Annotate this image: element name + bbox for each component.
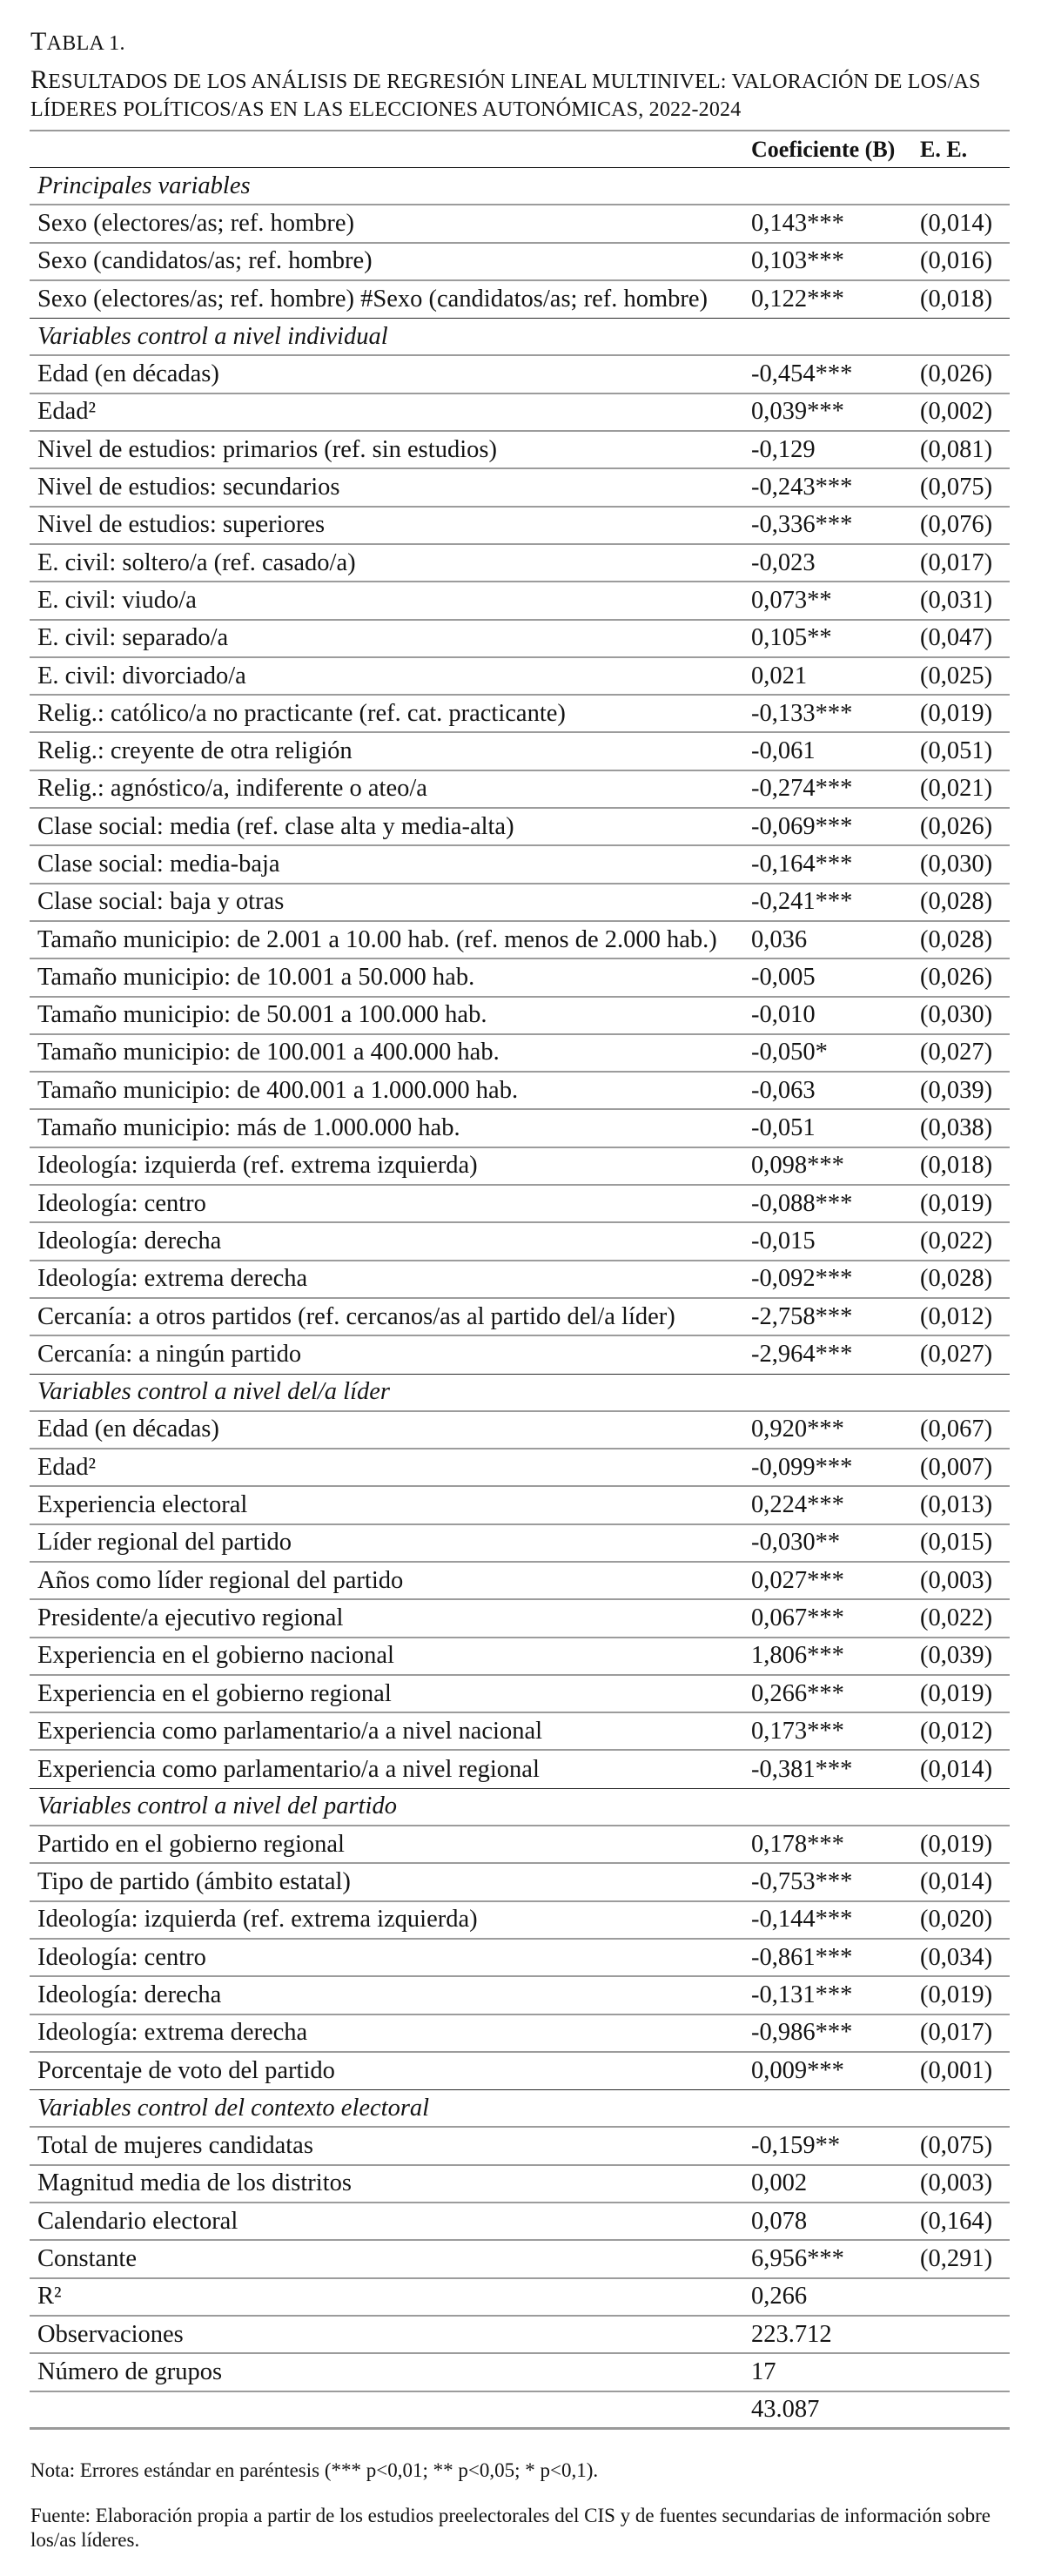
coefficient-cell: -0,092*** [751, 1265, 853, 1293]
variable-cell: Variables control del contexto electoral [37, 2094, 430, 2122]
variable-cell: E. civil: separado/a [37, 624, 229, 652]
table-row [30, 432, 1010, 469]
variable-cell: Número de grupos [37, 2357, 223, 2385]
variable-cell: Sexo (candidatos/as; ref. hombre) [37, 247, 373, 275]
table-row [30, 1826, 1010, 1864]
table-row [30, 244, 1010, 281]
standard-error-cell: (0,019) [920, 699, 993, 727]
table-row [30, 1148, 1010, 1186]
variable-cell: Variables control a nivel del/a líder [37, 1378, 391, 1406]
standard-error-cell: (0,017) [920, 2019, 993, 2047]
standard-error-cell: (0,034) [920, 1943, 993, 1971]
coefficient-cell: -0,050* [751, 1039, 828, 1066]
standard-error-cell: (0,014) [920, 209, 993, 237]
table-title-line-2: LÍDERES POLÍTICOS/AS EN LAS ELECCIONES AUTONÓMICAS, 2022-2024 [30, 98, 742, 121]
table-row [30, 1525, 1010, 1563]
coefficient-cell: -0,753*** [751, 1868, 853, 1895]
variable-cell: Ideología: izquierda (ref. extrema izquierda) [37, 1152, 478, 1180]
standard-error-cell: (0,003) [920, 1566, 993, 1594]
table-number: TABLA 1. [30, 27, 125, 56]
standard-error-cell: (0,051) [920, 737, 993, 765]
variable-cell: Tamaño municipio: de 400.001 a 1.000.000 hab. [37, 1076, 519, 1104]
section-header-row [30, 168, 1010, 205]
variable-cell: Nivel de estudios: secundarios [37, 474, 340, 501]
table-caption [30, 22, 1014, 125]
standard-error-cell: (0,028) [920, 888, 993, 916]
coefficient-cell: -0,069*** [751, 812, 853, 840]
table-row [30, 1336, 1010, 1374]
table-row [30, 884, 1010, 922]
standard-error-cell: (0,019) [920, 1679, 993, 1707]
coefficient-cell: 0,009*** [751, 2056, 844, 2084]
standard-error-cell: (0,016) [920, 247, 993, 275]
table-note: Nota: Errores estándar en paréntesis (*** p<0,01; ** p<0,05; * p<0,1). [30, 2459, 599, 2481]
header-standard-error: E. E. [920, 136, 968, 162]
coefficient-cell: -0,241*** [751, 888, 853, 916]
coefficient-cell: 223.712 [751, 2320, 832, 2348]
variable-cell: Ideología: centro [37, 1189, 206, 1217]
standard-error-cell: (0,013) [920, 1491, 993, 1519]
variable-cell: Años como líder regional del partido [37, 1566, 404, 1594]
variable-cell: Relig.: católico/a no practicante (ref. cat. practicante) [37, 699, 566, 727]
variable-cell: Experiencia electoral [37, 1491, 248, 1519]
variable-cell: Relig.: agnóstico/a, indiferente o ateo/a [37, 775, 427, 803]
standard-error-cell: (0,164) [920, 2207, 993, 2235]
coefficient-cell: 17 [751, 2357, 776, 2385]
standard-error-cell: (0,026) [920, 360, 993, 388]
standard-error-cell: (0,076) [920, 511, 993, 539]
variable-cell: Líder regional del partido [37, 1529, 292, 1557]
variable-cell: R² [37, 2283, 62, 2310]
coefficient-cell: 0,027*** [751, 1566, 844, 1594]
table-row [30, 2354, 1010, 2391]
table-row [30, 2128, 1010, 2165]
variable-cell: Tamaño municipio: de 50.001 a 100.000 hab. [37, 1001, 487, 1029]
coefficient-cell: 0,920*** [751, 1416, 844, 1443]
standard-error-cell: (0,003) [920, 2169, 993, 2197]
table-row [30, 696, 1010, 733]
table-row [30, 771, 1010, 809]
variable-cell: E. civil: soltero/a (ref. casado/a) [37, 548, 356, 576]
coefficient-cell: 0,067*** [751, 1604, 844, 1631]
coefficient-cell: 43.087 [751, 2395, 820, 2423]
table-row [30, 1223, 1010, 1261]
coefficient-cell: -0,159** [751, 2132, 841, 2160]
variable-cell: Ideología: extrema derecha [37, 2019, 308, 2047]
table-row [30, 1186, 1010, 1223]
coefficient-cell: 0,178*** [751, 1830, 844, 1858]
standard-error-cell: (0,019) [920, 1830, 993, 1858]
standard-error-cell: (0,022) [920, 1604, 993, 1631]
standard-error-cell: (0,018) [920, 286, 993, 313]
regression-table [30, 130, 1010, 2430]
coefficient-cell: -0,454*** [751, 360, 853, 388]
coefficient-cell: 0,078 [751, 2207, 808, 2235]
coefficient-cell: 0,224*** [751, 1491, 844, 1519]
coefficient-cell: -0,088*** [751, 1189, 853, 1217]
table-row [30, 2203, 1010, 2241]
table-row [30, 1261, 1010, 1299]
standard-error-cell: (0,291) [920, 2244, 993, 2272]
table-row [30, 394, 1010, 432]
table-row [30, 621, 1010, 658]
coefficient-cell: -0,129 [751, 435, 816, 463]
table-row [30, 2015, 1010, 2053]
variable-cell: Nivel de estudios: superiores [37, 511, 326, 539]
coefficient-cell: 0,021 [751, 662, 808, 689]
variable-cell: Calendario electoral [37, 2207, 238, 2235]
standard-error-cell: (0,014) [920, 1868, 993, 1895]
coefficient-cell: 0,103*** [751, 247, 844, 275]
table-header-row [30, 131, 1010, 168]
variable-cell: Nivel de estudios: primarios (ref. sin estudios) [37, 435, 497, 463]
coefficient-cell: -0,336*** [751, 511, 853, 539]
table-row [30, 1713, 1010, 1751]
table-row [30, 1902, 1010, 1940]
standard-error-cell: (0,020) [920, 1906, 993, 1934]
coefficient-cell: -0,051 [751, 1114, 816, 1142]
coefficient-cell: -2,964*** [751, 1341, 853, 1369]
coefficient-cell: 0,073** [751, 586, 832, 614]
variable-cell: E. civil: viudo/a [37, 586, 197, 614]
standard-error-cell: (0,012) [920, 1302, 993, 1330]
standard-error-cell: (0,014) [920, 1755, 993, 1783]
variable-cell: Porcentaje de voto del partido [37, 2056, 335, 2084]
standard-error-cell: (0,047) [920, 624, 993, 652]
table-row [30, 658, 1010, 696]
table-row [30, 205, 1010, 243]
variable-cell: Edad² [37, 398, 97, 426]
coefficient-cell: 0,036 [751, 925, 808, 953]
table-row [30, 1412, 1010, 1449]
table-source: Fuente: Elaboración propia a partir de los estudios preelectorales del CIS y de fuentes secundarias de información sobre los/as líderes. [30, 2505, 991, 2551]
variable-cell: Experiencia en el gobierno regional [37, 1679, 392, 1707]
coefficient-cell: -0,015 [751, 1227, 816, 1254]
table-row [30, 2241, 1010, 2278]
standard-error-cell: (0,025) [920, 662, 993, 689]
coefficient-cell: -0,133*** [751, 699, 853, 727]
variable-cell: Sexo (electores/as; ref. hombre) #Sexo (candidatos/as; ref. hombre) [37, 286, 709, 313]
coefficient-cell: -0,030** [751, 1529, 841, 1557]
table-row [30, 1864, 1010, 1901]
table-row [30, 1449, 1010, 1487]
variable-cell: Sexo (electores/as; ref. hombre) [37, 209, 355, 237]
standard-error-cell: (0,027) [920, 1039, 993, 1066]
table-body [30, 168, 1010, 2430]
standard-error-cell: (0,022) [920, 1227, 993, 1254]
standard-error-cell: (0,019) [920, 1981, 993, 2008]
standard-error-cell: (0,012) [920, 1717, 993, 1745]
section-header-row [30, 1789, 1010, 1826]
variable-cell: Observaciones [37, 2320, 184, 2348]
standard-error-cell: (0,030) [920, 850, 993, 878]
coefficient-cell: -0,243*** [751, 474, 853, 501]
standard-error-cell: (0,039) [920, 1642, 993, 1670]
coefficient-cell: -0,063 [751, 1076, 816, 1104]
variable-cell: Experiencia como parlamentario/a a nivel regional [37, 1755, 540, 1783]
coefficient-cell: 0,143*** [751, 209, 844, 237]
variable-cell: Ideología: derecha [37, 1981, 222, 2008]
table-row [30, 998, 1010, 1035]
variable-cell: Clase social: baja y otras [37, 888, 285, 916]
variable-cell: Variables control a nivel del partido [37, 1792, 397, 1820]
standard-error-cell: (0,075) [920, 2132, 993, 2160]
coefficient-cell: -0,131*** [751, 1981, 853, 2008]
variable-cell: Ideología: extrema derecha [37, 1265, 308, 1293]
variable-cell: Ideología: izquierda (ref. extrema izquierda) [37, 1906, 478, 1934]
variable-cell: Tamaño municipio: de 100.001 a 400.000 hab. [37, 1039, 500, 1066]
variable-cell: E. civil: divorciado/a [37, 662, 246, 689]
variable-cell: Constante [37, 2244, 137, 2272]
variable-cell: Experiencia en el gobierno nacional [37, 1642, 394, 1670]
variable-cell: Total de mujeres candidatas [37, 2132, 313, 2160]
standard-error-cell: (0,081) [920, 435, 993, 463]
variable-cell: Edad (en décadas) [37, 1416, 219, 1443]
coefficient-cell: -0,061 [751, 737, 816, 765]
standard-error-cell: (0,038) [920, 1114, 993, 1142]
variable-cell: Tipo de partido (ámbito estatal) [37, 1868, 351, 1895]
table-row [30, 809, 1010, 846]
variable-cell: Relig.: creyente de otra religión [37, 737, 353, 765]
table-row [30, 1600, 1010, 1638]
variable-cell: Cercanía: a otros partidos (ref. cercanos/as al partido del/a líder) [37, 1302, 675, 1330]
variable-cell: Tamaño municipio: de 10.001 a 50.000 hab. [37, 963, 475, 991]
variable-cell: Ideología: centro [37, 1943, 206, 1971]
standard-error-cell: (0,017) [920, 548, 993, 576]
table-row [30, 846, 1010, 884]
table-row [30, 1563, 1010, 1600]
variable-cell: Edad (en décadas) [37, 360, 219, 388]
table-row [30, 1940, 1010, 1977]
coefficient-cell: 0,266 [751, 2283, 808, 2310]
coefficient-cell: 0,002 [751, 2169, 808, 2197]
coefficient-cell: -0,144*** [751, 1906, 853, 1934]
coefficient-cell: 0,266*** [751, 1679, 844, 1707]
coefficient-cell: 0,173*** [751, 1717, 844, 1745]
coefficient-cell: 6,956*** [751, 2244, 844, 2272]
table-row [30, 922, 1010, 959]
table-row [30, 545, 1010, 582]
coefficient-cell: 0,098*** [751, 1152, 844, 1180]
variable-cell: Tamaño municipio: más de 1.000.000 hab. [37, 1114, 460, 1142]
coefficient-cell: -0,010 [751, 1001, 816, 1029]
coefficient-cell: -2,758*** [751, 1302, 853, 1330]
standard-error-cell: (0,001) [920, 2056, 993, 2084]
coefficient-cell: -0,099*** [751, 1453, 853, 1481]
standard-error-cell: (0,039) [920, 1076, 993, 1104]
standard-error-cell: (0,030) [920, 1001, 993, 1029]
standard-error-cell: (0,026) [920, 963, 993, 991]
coefficient-cell: 0,039*** [751, 398, 844, 426]
variable-cell: Principales variables [37, 172, 251, 199]
table-row [30, 469, 1010, 507]
variable-cell: Ideología: derecha [37, 1227, 222, 1254]
variable-cell: Presidente/a ejecutivo regional [37, 1604, 344, 1631]
variable-cell: Edad² [37, 1453, 97, 1481]
table-row [30, 1487, 1010, 1524]
coefficient-cell: 0,105** [751, 624, 832, 652]
standard-error-cell: (0,021) [920, 775, 993, 803]
table-row [30, 959, 1010, 997]
coefficient-cell: -0,861*** [751, 1943, 853, 1971]
table-row [30, 2053, 1010, 2090]
table-row [30, 1073, 1010, 1110]
variable-cell: Magnitud media de los distritos [37, 2169, 352, 2197]
standard-error-cell: (0,018) [920, 1152, 993, 1180]
coefficient-cell: -0,274*** [751, 775, 853, 803]
table-row [30, 508, 1010, 545]
standard-error-cell: (0,026) [920, 812, 993, 840]
variable-cell: Experiencia como parlamentario/a a nivel nacional [37, 1717, 543, 1745]
table-row [30, 356, 1010, 393]
table-row [30, 1035, 1010, 1073]
standard-error-cell: (0,007) [920, 1453, 993, 1481]
coefficient-cell: 0,122*** [751, 286, 844, 313]
table-title-line-1: RESULTADOS DE LOS ANÁLISIS DE REGRESIÓN LINEAL MULTINIVEL: VALORACIÓN DE LOS/AS [30, 65, 981, 94]
table-row [30, 2317, 1010, 2354]
table-row [30, 2166, 1010, 2203]
table-row [30, 733, 1010, 770]
table-row [30, 1638, 1010, 1676]
table-row [30, 1751, 1010, 1788]
table-row [30, 281, 1010, 319]
coefficient-cell: 1,806*** [751, 1642, 844, 1670]
coefficient-cell: -0,023 [751, 548, 816, 576]
table-row [30, 1977, 1010, 2014]
variable-cell: Variables control a nivel individual [37, 322, 388, 350]
table-row [30, 2392, 1010, 2430]
variable-cell: Partido en el gobierno regional [37, 1830, 345, 1858]
coefficient-cell: -0,986*** [751, 2019, 853, 2047]
section-header-row [30, 319, 1010, 356]
section-header-row [30, 1375, 1010, 1412]
table-row [30, 2279, 1010, 2317]
table-row [30, 1676, 1010, 1713]
standard-error-cell: (0,067) [920, 1416, 993, 1443]
table-row [30, 1110, 1010, 1147]
variable-cell: Cercanía: a ningún partido [37, 1341, 302, 1369]
standard-error-cell: (0,027) [920, 1341, 993, 1369]
coefficient-cell: -0,164*** [751, 850, 853, 878]
coefficient-cell: -0,381*** [751, 1755, 853, 1783]
header-coefficient: Coeficiente (B) [751, 136, 896, 162]
table-row [30, 582, 1010, 620]
coefficient-cell: -0,005 [751, 963, 816, 991]
table-row [30, 1299, 1010, 1336]
standard-error-cell: (0,075) [920, 474, 993, 501]
standard-error-cell: (0,028) [920, 925, 993, 953]
standard-error-cell: (0,002) [920, 398, 993, 426]
section-header-row [30, 2090, 1010, 2128]
standard-error-cell: (0,031) [920, 586, 993, 614]
standard-error-cell: (0,028) [920, 1265, 993, 1293]
standard-error-cell: (0,019) [920, 1189, 993, 1217]
variable-cell: Tamaño municipio: de 2.001 a 10.00 hab. (ref. menos de 2.000 hab.) [37, 925, 717, 953]
variable-cell: Clase social: media (ref. clase alta y media-alta) [37, 812, 514, 840]
variable-cell: Clase social: media-baja [37, 850, 280, 878]
standard-error-cell: (0,015) [920, 1529, 993, 1557]
